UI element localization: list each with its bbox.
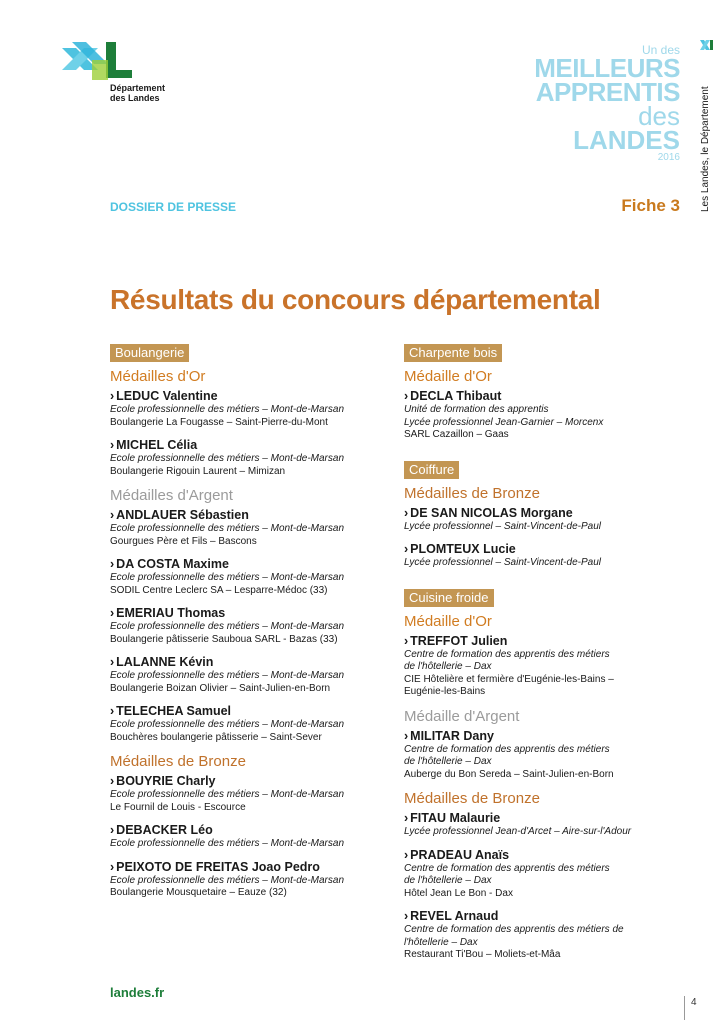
winner-name-text: LALANNE Kévin — [116, 655, 214, 669]
winner-school-line-2 — [404, 875, 679, 888]
winner-name — [404, 542, 679, 557]
side-logo-icon — [700, 40, 714, 50]
winner-school-line-1: Centre de formation des apprentis des métiers — [404, 862, 610, 874]
winner-entry — [404, 506, 679, 534]
winner-school-line — [110, 670, 385, 683]
badge-un-des: Un des — [641, 43, 680, 57]
winner-school-text: Ecole professionnelle des métiers — [110, 404, 260, 415]
winner-name-text: DE SAN NICOLAS Morgane — [410, 505, 573, 520]
winner-school-text: Ecole professionnelle des métiers — [110, 621, 260, 632]
meilleurs-apprentis-badge — [525, 44, 680, 164]
winner-name-text: ANDLAUER Sébastien — [116, 508, 249, 522]
badge-apprentis: APPRENTIS — [535, 77, 680, 107]
chevron-right-icon: › — [404, 542, 409, 556]
dossier-label: DOSSIER DE PRESSE — [110, 200, 237, 214]
badge-meilleurs: MEILLEURS — [534, 53, 680, 83]
winner-entry — [110, 823, 385, 851]
winner-entry — [110, 704, 385, 744]
winner-school-place: – Mont-de-Marsan — [259, 789, 345, 800]
winner-school-line — [404, 826, 679, 839]
winner-company: Auberge du Bon Sereda – Saint-Julien-en-Born — [404, 768, 614, 780]
winner-entry — [404, 389, 679, 442]
winner-company: SODIL Centre Leclerc SA – Lesparre-Médoc (33) — [110, 584, 328, 596]
winner-school-line-2 — [404, 417, 679, 430]
medal-heading-or: Médaille d'Or — [404, 612, 492, 630]
fiche-label: Fiche 3 — [621, 196, 680, 215]
winner-entry — [404, 848, 679, 901]
winner-name — [110, 389, 385, 404]
winner-name-text: TELECHEA Samuel — [116, 704, 232, 718]
winner-company-line-2: Eugénie-les-Bains — [404, 686, 486, 697]
winner-school-line — [110, 621, 385, 634]
winner-school-place: – Mont-de-Marsan — [259, 404, 345, 415]
footer-website-link[interactable]: landes.fr — [110, 985, 165, 1000]
winner-company-line-1: CIE Hôtelière et fermière d'Eugénie-les-Bains – — [404, 673, 614, 685]
winner-name — [110, 606, 385, 621]
winner-school-line — [110, 789, 385, 802]
medal-heading-bronze: Médailles de Bronze — [404, 484, 540, 502]
winner-school-line — [404, 557, 679, 570]
winner-school-place: – Mont-de-Marsan — [259, 874, 345, 886]
winner-name — [110, 823, 385, 838]
winner-school-place: – Morcenx — [553, 416, 604, 428]
winner-school-place: – Mont-de-Marsan — [259, 719, 345, 730]
medal-heading-argent: Médailles d'Argent — [110, 487, 233, 504]
winner-name-text: LEDUC Valentine — [116, 389, 218, 403]
winner-school-line-1: Centre de formation des apprentis des métiers — [404, 648, 610, 660]
winner-school-line — [110, 404, 385, 417]
winner-name-text: EMERIAU Thomas — [116, 606, 226, 620]
winner-entry — [110, 655, 385, 695]
chevron-right-icon: › — [404, 847, 409, 862]
winner-school-place: – Mont-de-Marsan — [259, 572, 345, 583]
chevron-right-icon: › — [110, 655, 115, 669]
chevron-right-icon: › — [110, 704, 115, 718]
winner-school-text: Ecole professionnelle des métiers — [110, 719, 260, 730]
winner-school-text: de l'hôtellerie — [404, 875, 463, 886]
winner-company: Boulangerie Boizan Olivier – Saint-Julien-en-Born — [110, 682, 331, 694]
winner-name-text: MICHEL Célia — [116, 438, 198, 452]
winner-company: Gourgues Père et Fils – Bascons — [110, 535, 257, 547]
winner-entry — [404, 811, 679, 839]
winner-school-line — [110, 453, 385, 466]
medal-heading-bronze: Médailles de Bronze — [110, 753, 246, 770]
winner-name — [110, 438, 385, 453]
winner-entry — [110, 508, 385, 548]
winner-name — [404, 506, 679, 521]
winner-school-place: – Mont-de-Marsan — [259, 621, 345, 632]
chevron-right-icon: › — [404, 389, 409, 403]
side-tagline — [697, 50, 717, 220]
medal-heading-argent: Médaille d'Argent — [404, 707, 520, 725]
logo-line-1: Département — [110, 83, 166, 93]
winner-entry — [404, 729, 679, 782]
winner-name-text: BOUYRIE Charly — [116, 774, 216, 788]
winner-school-place: – Mont-de-Marsan — [259, 838, 345, 849]
winner-school-text: Lycée professionnel — [404, 557, 493, 568]
badge-landes: LANDES — [573, 125, 680, 155]
chevron-right-icon: › — [404, 728, 409, 743]
winner-name-text: FITAU Malaurie — [410, 811, 501, 825]
winner-name — [110, 655, 385, 670]
winner-school-line-1: Centre de formation des apprentis des métiers de — [404, 924, 624, 935]
logo-line-2: des Landes — [110, 93, 160, 103]
chevron-right-icon: › — [110, 606, 115, 620]
winner-school-text: Lycée professionnel Jean-Garnier — [404, 416, 554, 428]
chevron-right-icon: › — [404, 811, 409, 825]
xl-logo-icon — [62, 40, 142, 85]
winner-name-text: DA COSTA Maxime — [116, 557, 229, 571]
winner-name — [110, 508, 385, 523]
left-column — [110, 344, 385, 909]
winner-entry — [404, 542, 679, 570]
winner-name-text: DEBACKER Léo — [116, 823, 213, 837]
winner-school-place: – Dax — [462, 875, 492, 886]
medal-heading-or: Médailles d'Or — [110, 368, 206, 385]
winner-name-text: PEIXOTO DE FREITAS Joao Pedro — [116, 859, 320, 874]
winner-school-text: Ecole professionnelle des métiers — [110, 874, 260, 886]
winner-school-text: Ecole professionnelle des métiers — [110, 670, 260, 681]
winner-name — [404, 389, 679, 404]
winner-school-place: – Dax — [448, 936, 478, 948]
winner-entry — [404, 909, 679, 962]
winner-school-place: – Saint-Vincent-de-Paul — [492, 520, 601, 532]
winner-school-line-2 — [404, 937, 679, 950]
side-tagline-text: Les Landes, le Département — [700, 86, 711, 212]
winner-school-text: l'hôtellerie — [404, 936, 449, 948]
chevron-right-icon: › — [110, 859, 115, 874]
winner-entry — [110, 860, 385, 900]
page-number: 4 — [684, 996, 697, 1020]
winner-school-place: – Dax — [462, 756, 492, 767]
winner-school-line-2 — [404, 756, 679, 769]
winner-name-text: PLOMTEUX Lucie — [410, 542, 516, 556]
winner-company: Bouchères boulangerie pâtisserie – Saint-Sever — [110, 731, 322, 743]
winner-school-text: Ecole professionnelle des métiers — [110, 523, 260, 534]
winner-school-text: Ecole professionnelle des métiers — [110, 838, 260, 849]
winner-school-line — [404, 521, 679, 534]
chevron-right-icon: › — [110, 774, 115, 788]
chevron-right-icon: › — [404, 505, 409, 520]
winner-school-text: de l'hôtellerie — [404, 661, 463, 672]
logo-text — [110, 83, 165, 103]
medal-heading-bronze: Médailles de Bronze — [404, 790, 540, 807]
winner-name — [404, 729, 679, 744]
winner-entry — [110, 774, 385, 814]
winner-school-place: – Aire-sur-l'Adour — [551, 826, 632, 837]
winner-school-line-1: Centre de formation des apprentis des métiers — [404, 743, 610, 755]
winner-name-text: REVEL Arnaud — [410, 909, 499, 923]
badge-year: 2016 — [657, 152, 680, 163]
winner-company: SARL Cazaillon – Gaas — [404, 429, 509, 440]
winner-school-text: Lycée professionnel — [404, 520, 493, 532]
winner-company: Hôtel Jean Le Bon - Dax — [404, 887, 513, 899]
winner-name — [404, 909, 679, 924]
winner-name — [404, 634, 679, 649]
winner-name — [404, 811, 679, 826]
winner-school-text: Ecole professionnelle des métiers — [110, 789, 260, 800]
winner-school-place: – Mont-de-Marsan — [259, 523, 345, 534]
winner-school-text: Ecole professionnelle des métiers — [110, 453, 260, 464]
section-tag-charpente: Charpente bois — [404, 344, 502, 362]
chevron-right-icon: › — [404, 633, 409, 648]
winner-company: Restaurant Ti'Bou – Moliets-et-Mâa — [404, 949, 561, 960]
winner-company: Boulangerie Rigouin Laurent – Mimizan — [110, 465, 286, 477]
winner-name-text: PRADEAU Anaïs — [410, 847, 510, 862]
winner-school-text: Lycée professionnel Jean-d'Arcet — [404, 826, 552, 837]
winner-school-line — [110, 838, 385, 851]
chevron-right-icon: › — [110, 508, 115, 522]
winner-school-line — [110, 523, 385, 536]
winner-entry — [110, 438, 385, 478]
winner-school-line — [110, 572, 385, 585]
chevron-right-icon: › — [404, 909, 409, 923]
medal-heading-or: Médaille d'Or — [404, 368, 492, 385]
winner-entry — [110, 389, 385, 429]
winner-school-place: – Mont-de-Marsan — [259, 670, 345, 681]
winner-company: Boulangerie La Fougasse – Saint-Pierre-du-Mont — [110, 416, 328, 428]
winner-school-line-1: Unité de formation des apprentis — [404, 404, 549, 415]
winner-entry — [110, 557, 385, 597]
winner-name — [110, 557, 385, 572]
departement-logo — [62, 40, 172, 110]
winner-school-line — [110, 875, 385, 888]
winner-school-place: – Saint-Vincent-de-Paul — [492, 557, 601, 568]
chevron-right-icon: › — [110, 557, 115, 571]
winner-entry — [110, 606, 385, 646]
winner-entry — [404, 634, 679, 699]
section-tag-cuisine: Cuisine froide — [404, 589, 494, 607]
winner-school-line-2 — [404, 661, 679, 674]
section-tag-boulangerie: Boulangerie — [110, 344, 189, 362]
winner-name — [110, 774, 385, 789]
page-title: Résultats du concours départemental — [110, 284, 601, 315]
section-tag-coiffure: Coiffure — [404, 461, 459, 479]
winner-company: Boulangerie Mousquetaire – Eauze (32) — [110, 887, 287, 898]
winner-company: Le Fournil de Louis - Escource — [110, 801, 246, 813]
winner-school-text: Ecole professionnelle des métiers — [110, 572, 260, 583]
winner-school-place: – Mont-de-Marsan — [259, 453, 345, 464]
winner-name-text: DECLA Thibaut — [410, 389, 502, 403]
right-column — [404, 344, 679, 971]
chevron-right-icon: › — [110, 389, 115, 403]
winner-name-text: MILITAR Dany — [410, 728, 494, 743]
chevron-right-icon: › — [110, 823, 115, 837]
badge-des-landes — [525, 101, 680, 155]
winner-name — [110, 704, 385, 719]
winner-school-line — [110, 719, 385, 732]
badge-des: des — [638, 101, 680, 131]
winner-company: Boulangerie pâtisserie Sauboua SARL - Bazas (33) — [110, 633, 338, 645]
winner-name — [110, 860, 385, 875]
winner-school-place: – Dax — [462, 661, 492, 672]
winner-name — [404, 848, 679, 863]
winner-name-text: TREFFOT Julien — [410, 633, 508, 648]
chevron-right-icon: › — [110, 438, 115, 452]
winner-school-text: de l'hôtellerie — [404, 756, 463, 767]
